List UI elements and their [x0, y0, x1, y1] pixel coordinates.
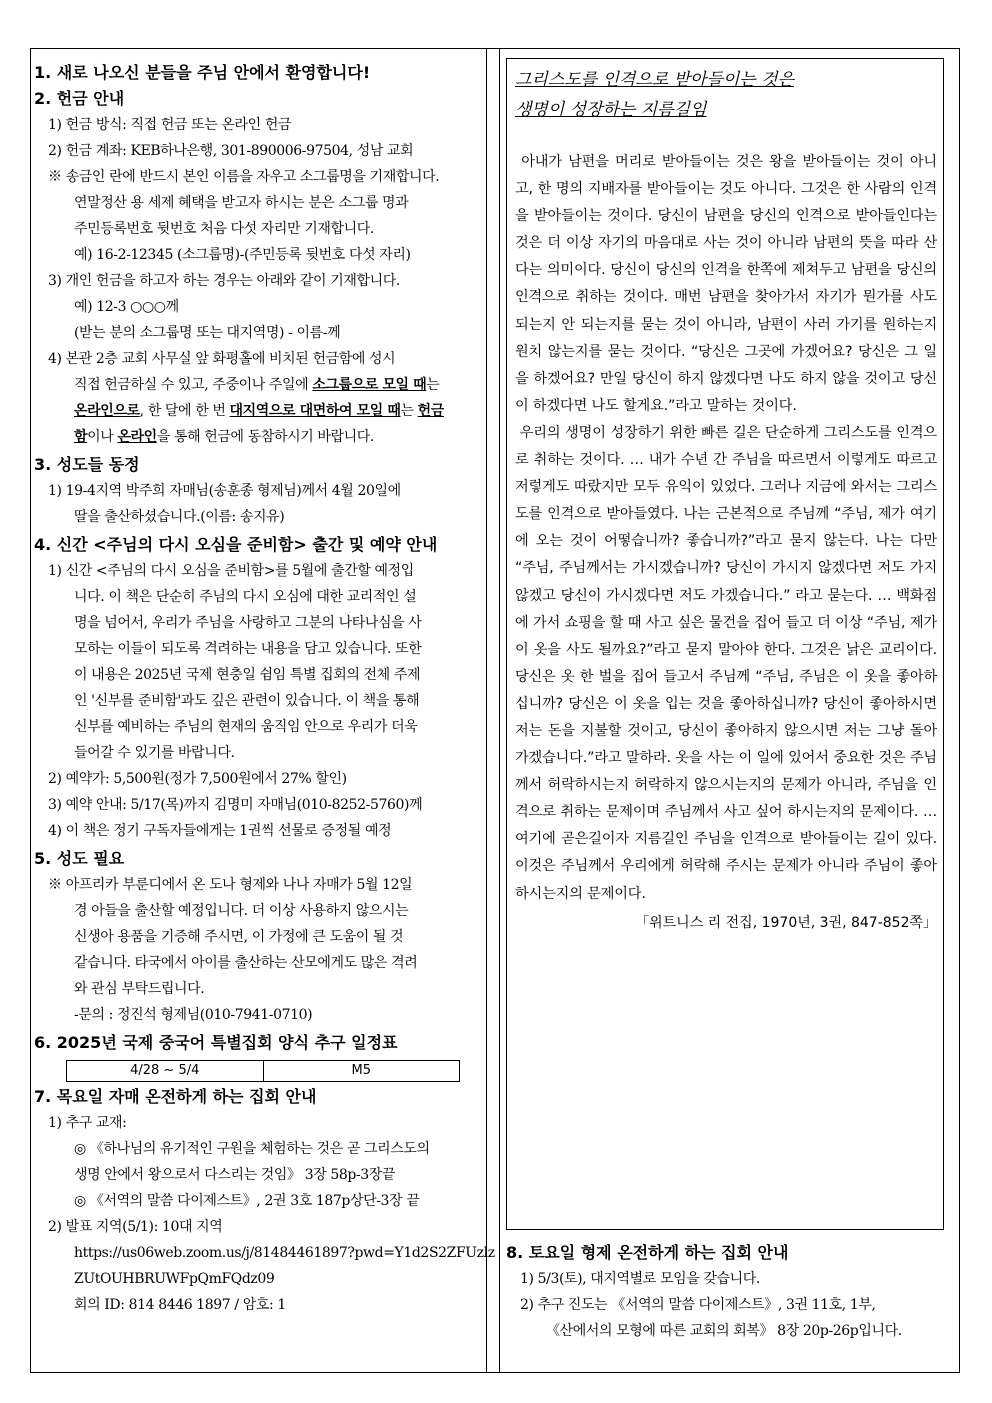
book-info-line: 인 '신부를 준비함'과도 깊은 관련이 있습니다. 이 책을 통해 [74, 693, 420, 709]
presentation-region: 2) 발표 지역(5/1): 10대 지역 [48, 1219, 223, 1235]
personal-offering-example: 예) 12-3 ○○○께 [74, 299, 179, 315]
need-contact: -문의 : 정진석 형제님(010-7941-0710) [74, 1007, 313, 1023]
column-divider [486, 48, 500, 1373]
essay-box [506, 58, 944, 1230]
study-material-1: ◎ 《하나님의 유기적인 구원을 체험하는 것은 곧 그리스도의 [74, 1141, 430, 1157]
zoom-link-line[interactable]: ZUtOUHBRUWFpQmFQdz09 [74, 1271, 275, 1287]
offering-note-line: 주민등록번호 뒷번호 처음 다섯 자리만 기재합니다. [74, 221, 374, 237]
right-column [506, 58, 952, 1344]
offering-method: 1) 헌금 방식: 직접 헌금 또는 온라인 헌금 [48, 117, 292, 133]
offering-account: 2) 헌금 계좌: KEB하나은행, 301-890006-97504, 성남 교회 [48, 143, 414, 159]
brothers-study: 2) 추구 진도는 《서역의 말씀 다이제스트》, 3권 11호, 1부, [520, 1297, 876, 1313]
brothers-meeting: 1) 5/3(토), 대지역별로 모임을 갖습니다. [520, 1271, 760, 1287]
section-1-title: 1. 새로 나오신 분들을 주님 안에서 환영합니다! [34, 63, 371, 82]
need-item-line: 같습니다. 타국에서 아이를 출산하는 산모에게도 많은 격려 [74, 955, 418, 971]
news-item: 1) 19-4지역 박주희 자매님(송훈종 형제님)께서 4월 20일에 [48, 483, 401, 499]
need-item-line: 경 아들을 출산할 예정입니다. 더 이상 사용하지 않으시는 [74, 903, 409, 919]
study-material-1-line: 생명 안에서 왕으로서 다스리는 것임》 3장 58p-3장끝 [74, 1167, 396, 1183]
book-info-line: 니다. 이 책은 단순히 주님의 다시 오심에 대한 교리적인 설 [74, 589, 417, 605]
personal-offering: 3) 개인 헌금을 하고자 하는 경우는 아래와 같이 기재합니다. [48, 273, 400, 289]
book-info-line: 모하는 이들이 되도록 격려하는 내용을 담고 있습니다. 또한 [74, 641, 422, 657]
section-2-title: 2. 헌금 안내 [34, 89, 125, 108]
left-column [34, 58, 495, 1318]
zoom-link[interactable]: https://us06web.zoom.us/j/81484461897?pwd=Y1d2S2ZFUzlz [74, 1245, 495, 1261]
schedule-code: M5 [263, 1061, 460, 1081]
offering-box-line: 함이나 온라인을 통해 헌금에 동참하시기 바랍니다. [74, 429, 374, 445]
study-material-2: ◎ 《서역의 말씀 다이제스트》, 2권 3호 187p상단-3장 끝 [74, 1193, 420, 1209]
book-price: 2) 예약가: 5,500원(정가 7,500원에서 27% 할인) [48, 771, 347, 787]
section-6-title: 6. 2025년 국제 중국어 특별집회 양식 추구 일정표 [34, 1033, 398, 1052]
offering-note: ※ 송금인 란에 반드시 본인 이름을 자우고 소그룹명을 기재합니다. [48, 169, 440, 185]
study-material-label: 1) 추구 교재: [48, 1115, 127, 1131]
essay-paragraph-1: 아내가 남편을 머리로 받아들이는 것은 왕을 받아들이는 것이 아니고, 한 명의 지배자를 받아들이는 것도 아니다. 그것은 한 사람의 인격을 받아들이는 것이다. 당신이 남편을 당신의 인격으로 받아들인다는 것은 더 이상 자기의 마음대로 사는 것이 아니라 남편의 뜻을 따라 산다는 의미이다. 당신이 당신의 인격을 한쪽에 제쳐두고 남편을 당신의 인격으로 취하는 것이다. 매번 남편을 찾아가서 자기가 뭔가를 사도 되는지 안 되는지를 묻는 것이 아니라, 남편이 사러 가기를 원하는지 원치 않는지를 묻는 것이다. “당신은 그곳에 가겠어요? 당신은 그 일을 하겠어요? 만일 당신이 하지 않겠다면 나도 하지 않을 것이고 당신이 하겠다면 나도 할게요.”라고 말하는 것이다. [515, 154, 937, 414]
need-item-line: 신생아 용품을 기증해 주시면, 이 가정에 큰 도움이 될 것 [74, 929, 404, 945]
offering-box-line: 온라인으로, 한 달에 한 번 대지역으로 대면하여 모일 때는 헌금 [74, 403, 444, 419]
section-4-title: 4. 신간 <주님의 다시 오심을 준비함> 출간 및 예약 안내 [34, 535, 438, 554]
news-item-line: 딸을 출산하셨습니다.(이름: 송지유) [74, 509, 285, 525]
need-item-line: 와 관심 부탁드립니다. [74, 981, 205, 997]
offering-note-example: 예) 16-2-12345 (소그룹명)-(주민등록 뒷번호 다섯 자리) [74, 247, 411, 263]
section-5-title: 5. 성도 필요 [34, 849, 125, 868]
essay-title: 그리스도를 인격으로 받아들이는 것은 [515, 70, 794, 90]
book-reservation: 3) 예약 안내: 5/17(목)까지 김명미 자매님(010-8252-5760)께 [48, 797, 423, 813]
book-gift: 4) 이 책은 정기 구독자들에게는 1권씩 선물로 증정될 예정 [48, 823, 392, 839]
brothers-study-line: 《산에서의 모형에 따른 교회의 회복》 8장 20p-26p입니다. [546, 1323, 902, 1339]
offering-box-info: 4) 본관 2층 교회 사무실 앞 화평홀에 비치된 헌금함에 성시 [48, 351, 396, 367]
book-info: 1) 신간 <주님의 다시 오심을 준비함>를 5월에 출간할 예정입 [48, 563, 414, 579]
schedule-date: 4/28 ~ 5/4 [130, 1063, 200, 1078]
book-info-line: 신부를 예비하는 주님의 현재의 움직임 안으로 우리가 더욱 [74, 719, 418, 735]
offering-note-line: 연말정산 용 세제 혜택을 받고자 하시는 분은 소그룹 명과 [74, 195, 409, 211]
section-7-title: 7. 목요일 자매 온전하게 하는 집회 안내 [34, 1087, 317, 1106]
book-info-line: 들어갈 수 있기를 바랍니다. [74, 745, 235, 761]
section-3-title: 3. 성도들 동정 [34, 455, 140, 474]
meeting-id: 회의 ID: 814 8446 1897 / 암호: 1 [74, 1297, 286, 1313]
essay-subtitle: 생명이 성장하는 지름길임 [515, 100, 707, 120]
essay-source: 「위트니스 리 전집, 1970년, 3권, 847-852쪽」 [635, 914, 937, 931]
essay-body [515, 149, 937, 908]
book-info-line: 이 내용은 2025년 국제 현충일 쉼임 특별 집회의 전체 주제 [74, 667, 421, 683]
offering-box-line: 직접 헌금하실 수 있고, 주중이나 주일에 소그룹으로 모일 때는 [74, 377, 440, 393]
personal-offering-format: (받는 분의 소그룹명 또는 대지역명) - 이름-께 [74, 325, 341, 341]
need-item: ※ 아프리카 부룬디에서 온 도나 형제와 나나 자매가 5월 12일 [48, 877, 413, 893]
essay-paragraph-2: 우리의 생명이 성장하기 위한 빠른 길은 단순하게 그리스도를 인격으로 취하는 것이다. … 내가 수년 간 주님을 따르면서 이렇게도 따르고 저렇게도 따랐지만 모두 유익이 있었다. 그러나 지금에 와서는 그리스도를 인격으로 받아들였다. 나는 근본적으로 주님께 “주님, 제가 여기에 오는 것이 어떻습니까? 좋습니까?”라고 묻지 않는다. 나는 다만 “주님, 주님께서는 가시겠습니까? 당신이 가시지 않겠다면 저도 가지 않겠고 당신이 가시겠다면 저도 가겠습니다.” 라고 묻는다. … 백화점에 가서 쇼핑을 할 때 사고 싶은 물건을 집어 들고 더 이상 “주님, 제가 이 옷을 사도 될까요?”라고 묻지 말아야 한다. 그것은 낡은 교리이다. 당신은 옷 한 벌을 집어 들고서 주님께 “주님, 주님은 이 옷을 좋아하십니까? 당신은 이 옷을 입는 것을 좋아하십니까? 당신이 좋아하시면 저는 돈을 지불할 것이고, 당신이 좋아하지 않으시면 저는 그냥 돌아가겠습니다.”라고 말하라. 옷을 사는 이 일에 있어서 중요한 것은 주님께서 허락하시는지 허락하지 않으시는지의 문제가 아니라, 주님을 인격으로 취하는 문제이며 주님께서 사고 싶어 하시는지의 문제이다. … 여기에 곧은길이자 지름길인 주님을 인격으로 받아들이는 길이 있다. 이것은 주님께서 우리에게 허락해 주시는 문제가 아니라 주님이 좋아 하시는지의 문제이다. [515, 424, 937, 902]
section-8-title: 8. 토요일 형제 온전하게 하는 집회 안내 [506, 1243, 789, 1262]
book-info-line: 명을 넘어서, 우리가 주님을 사랑하고 그분의 나타나심을 사 [74, 615, 422, 631]
schedule-table [66, 1060, 460, 1082]
